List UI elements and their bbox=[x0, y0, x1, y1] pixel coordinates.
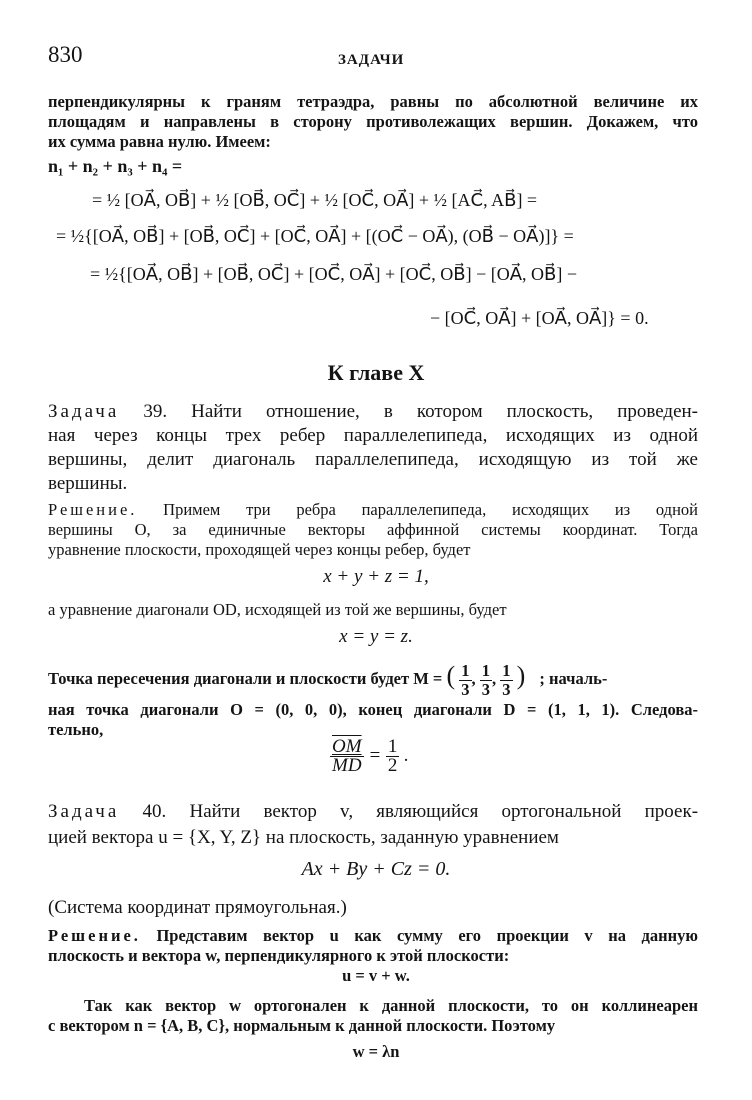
solution40-label: Решение. bbox=[48, 926, 141, 945]
solution40-eq-sum: u = v + w. bbox=[342, 966, 410, 985]
solution39-eq-plane: x + y + z = 1, bbox=[323, 566, 429, 587]
fraction-one-third-3: $\frac{1}{3}$ bbox=[502, 660, 511, 699]
solution40-eq-w: w = λn bbox=[352, 1042, 400, 1061]
paren-open: ( bbox=[446, 661, 456, 690]
solution40-para-line-2: с вектором n = {A, B, C}, нормальным к данной плоскости. Поэтому bbox=[48, 1016, 556, 1035]
running-head: ЗАДАЧИ bbox=[338, 52, 405, 68]
proof-line-5: − [OC⃗, OA⃗] + [OA⃗, OA⃗]} = 0. bbox=[430, 308, 649, 328]
solution39-line-diagonal: а уравнение диагонали OD, исходящей из той же вершины, будет bbox=[48, 600, 507, 619]
proof-line-1: n₁ + n₂ + n₃ + n₄ = bbox=[48, 156, 183, 176]
problem39-line-2: ная через концы трех ребер параллелепипеда, исходящих из одной bbox=[48, 425, 698, 446]
problem40-note: (Система координат прямоугольная.) bbox=[48, 897, 347, 918]
solution40-para-line-1: Так как вектор w ортогонален к данной плоскости, то он коллинеарен bbox=[84, 996, 698, 1015]
page-number: 830 bbox=[48, 42, 83, 67]
solution40-line-2: плоскость и вектора w, перпендикулярного к этой плоскости: bbox=[48, 946, 510, 965]
problem39-number: 39. bbox=[143, 401, 168, 422]
fraction-one-third-1: $\frac{1}{3}$ bbox=[461, 660, 470, 699]
point-line-prefix: Точка пересечения диагонали и плоскости будет M = bbox=[48, 669, 443, 688]
problem40-line-2: цией вектора u = {X, Y, Z} на плоскость, заданную уравнением bbox=[48, 827, 559, 848]
problem39-line-3: вершины, делит диагональ параллелепипеда, исходящую из той же bbox=[48, 449, 698, 470]
proof-line-4: = ½{[OA⃗, OB⃗] + [OB⃗, OC⃗] + [OC⃗, OA⃗] + [OC⃗, OB⃗] − [OA⃗, OB⃗] − bbox=[90, 264, 578, 284]
paren-close: ) bbox=[516, 661, 526, 690]
solution39-eq-diagonal: x = y = z. bbox=[339, 626, 413, 647]
point-line-suffix: ; началь- bbox=[539, 669, 608, 688]
intro-line-2: площадям и направлены в сторону противолежащих вершин. Докажем, что bbox=[48, 112, 698, 131]
solution39-line-1 bbox=[48, 500, 698, 520]
problem40-text-1: Найти вектор v, являющийся ортогональной проек- bbox=[189, 801, 698, 822]
problem39-label: Задача bbox=[48, 401, 120, 422]
solution40-line-1 bbox=[48, 926, 698, 946]
solution39-line-endpoints: ная точка диагонали O = (0, 0, 0), конец диагонали D = (1, 1, 1). Следова- bbox=[48, 700, 698, 719]
problem40-eq-plane: Ax + By + Cz = 0. bbox=[301, 858, 451, 880]
ratio-value-fraction: $\frac{1}{2}$ bbox=[387, 736, 398, 776]
problem40-number: 40. bbox=[142, 801, 167, 822]
solution39-line-therefore: тельно, bbox=[48, 720, 104, 739]
solution40-text-1: Представим вектор u как сумму его проекции v на данную bbox=[156, 926, 698, 945]
intro-line-3: их сумма равна нулю. Имеем: bbox=[48, 132, 271, 151]
problem39-line-4: вершины. bbox=[48, 473, 128, 494]
problem39-text-1: Найти отношение, в котором плоскость, проведен- bbox=[191, 401, 698, 422]
problem39-line-1 bbox=[48, 400, 698, 424]
ratio-formula bbox=[330, 738, 409, 775]
problem40-line-1 bbox=[48, 800, 698, 824]
solution39-text-1: Примем три ребра параллелепипеда, исходящих из одной bbox=[163, 500, 698, 519]
proof-line-2: = ½ [OA⃗, OB⃗] + ½ [OB⃗, OC⃗] + ½ [OC⃗, OA⃗] + ½ [AC⃗, AB⃗] = bbox=[92, 190, 538, 210]
proof-line-3: = ½{[OA⃗, OB⃗] + [OB⃗, OC⃗] + [OC⃗, OA⃗] + [(OC⃗ − OA⃗), (OB⃗ − OA⃗)]} = bbox=[56, 226, 574, 246]
problem40-label: Задача bbox=[48, 801, 120, 822]
solution39-label: Решение. bbox=[48, 500, 138, 519]
ratio-period: . bbox=[404, 744, 409, 766]
fraction-one-third-2: $\frac{1}{3}$ bbox=[481, 660, 490, 699]
chapter-heading: К главе X bbox=[327, 360, 425, 385]
intro-line-1: перпендикулярны к граням тетраэдра, равны по абсолютной величине их bbox=[48, 92, 698, 111]
solution39-line-2: вершины O, за единичные векторы аффинной системы координат. Тогда bbox=[48, 520, 698, 539]
solution39-line-3: уравнение плоскости, проходящей через концы ребер, будет bbox=[48, 540, 471, 559]
solution39-point-line: Точка пересечения диагонали и плоскости будет M = ( $\frac{1}{3}$ , $\frac{1}{3}$ , $\frac{1}{3}$ ) ; началь- bbox=[48, 660, 608, 699]
ratio-equals: = bbox=[368, 744, 382, 766]
ratio-vector-fraction: $\frac{\overline{OM}}{MD}$ bbox=[332, 736, 362, 776]
